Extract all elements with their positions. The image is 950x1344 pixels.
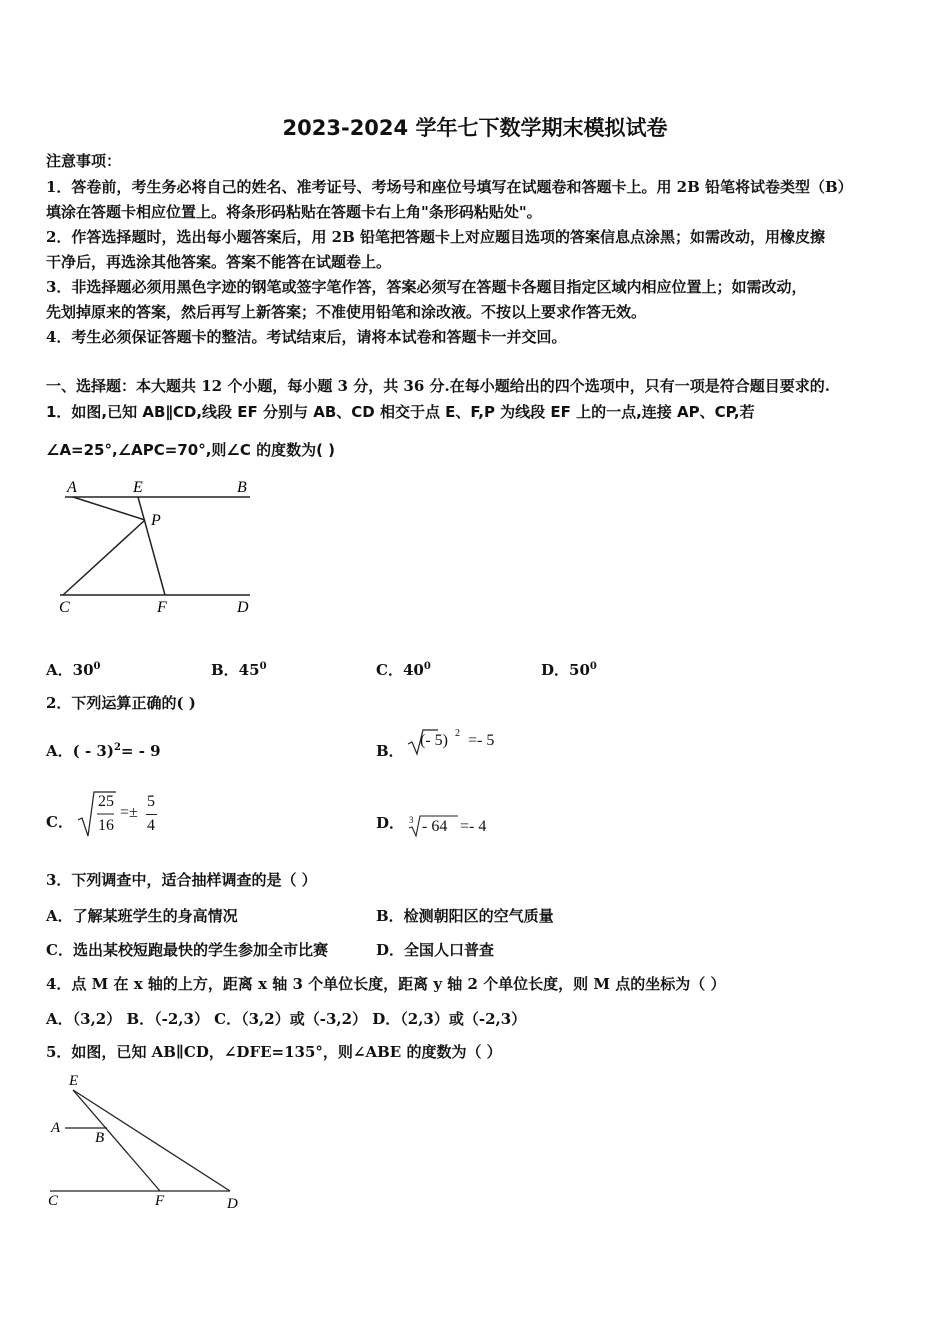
q1-label-d: D [237,599,249,616]
q3-option-b[interactable]: B．检测朝阳区的空气质量 [376,907,554,925]
q2-stem: 2．下列运算正确的( ) [46,694,196,712]
page-title: 2023-2024 学年七下数学期末模拟试卷 [282,116,668,140]
section-1-heading: 一、选择题：本大题共 12 个小题，每小题 3 分，共 36 分.在每小题给出的四个选项中，只有一项是符合题目要求的. [46,377,830,395]
notice-item-2-cont: 干净后，再选涂其他答案。答案不能答在试题卷上。 [46,253,392,271]
q3-option-d[interactable]: D．全国人口普查 [376,941,495,959]
q5-stem: 5．如图，已知 AB∥CD，∠DFE=135°，则∠ABE 的度数为（ ） [46,1043,502,1061]
q4-options[interactable]: A．（3,2） B．（-2,3） C．（3,2）或（-3,2） D．（2,3）或（-2,3） [46,1010,527,1028]
q1-label-c: C [59,599,70,616]
q1-option-b[interactable]: B．$45^0$ [211,661,267,679]
q5-label-a: A [51,1120,61,1136]
notice-item-3: 3．非选择题必须用黑色字迹的钢笔或签字笔作答，答案必须写在答题卡各题目指定区域内相应位置上；如需改动， [46,278,807,296]
q3-option-c[interactable]: C．选出某校短跑最快的学生参加全市比赛 [46,941,328,959]
q1-label-p: P [151,512,161,529]
exam-page: 2023-2024 学年七下数学期末模拟试卷 注意事项： 1．答卷前，考生务必将自己的姓名、准考证号、考场号和座位号填写在试题卷和答题卡上。用 2B 铅笔将试卷类型（B） 填涂在答题卡相应位置上。将条形码粘贴在答题卡右上角"条形码粘贴处"。 2．作答选择题时，选出每小题答案后，用 2B 铅笔把答题卡上对应题目选项的答案信息点涂黑；如需改动，用橡皮擦 干净后，再选涂其他答案。答案不能答在试题卷上。 3．非选择题必须用黑色字迹的钢笔或签字笔作答，答案必须写在答题卡各题目指定区域内相应位置上；如需改动， 先划掉原来的答案，然后再写上新答案；不准使用铅笔和涂改液。不按以上要求作答无效。 4．考生必须保证答题卡的整洁。考试结束后，请将本试卷和答题卡一并交回。 一、选择题：本大题共 12 个小题，每小题 3 分，共 36 分.在每小题给出的四个选项中，只有一项是符合题目要求的. 1．如图,已知 AB∥CD,线段 EF 分别与 AB、CD 相交于点 E、F,P 为线段 EF 上的一点,连接 AP、CP,若 ∠A=25°,∠APC=70°,则∠C 的度数为( ) A E B P C F D A．$30^0$ B．$45^0$ C．$40^0$ D．$50^0$ 2．下列运算正确的( ) A．( - 3)$^2$= - 9 B． (- 5) 2 =- 5 C． 25 16 =± 5 4 D． 3 - 64 =- 4 3．下列调查中，适合抽样调查的是（ ） A．了解某班学生的身高情况 B．检测朝阳区的空气质量 C．选出某校短跑最快的学生参加全市比赛 D．全国人口普查 4．点 M 在 x 轴的上方，距离 x 轴 3 个单位长度，距离 y 轴 2 个单位长度，则 M 点的坐标为（ ） A．（3,2） B．（-2,3） C．（3,2）或（-3,2） D．（2,3）或（-2,3） 5．如图，已知 AB∥CD，∠DFE=135°，则∠ABE 的度数为（ ） E A B C F D [0,0,950,1344]
notice-heading: 注意事项： [46,152,122,170]
notice-item-4: 4．考生必须保证答题卡的整洁。考试结束后，请将本试卷和答题卡一并交回。 [46,328,567,346]
q4-stem: 4．点 M 在 x 轴的上方，距离 x 轴 3 个单位长度，距离 y 轴 2 个单位长度，则 M 点的坐标为（ ） [46,975,726,993]
q1-option-c[interactable]: C．$40^0$ [376,661,431,679]
q1-label-e: E [133,479,143,496]
q5-label-d: D [227,1196,238,1212]
notice-item-2: 2．作答选择题时，选出每小题答案后，用 2B 铅笔把答题卡上对应题目选项的答案信息点涂黑；如需改动，用橡皮擦 [46,228,826,246]
q5-figure [45,1070,245,1215]
q3-stem: 3．下列调查中，适合抽样调查的是（ ） [46,871,317,889]
q1-option-d[interactable]: D．$50^0$ [541,661,597,679]
notice-item-1-cont: 填涂在答题卡相应位置上。将条形码粘贴在答题卡右上角"条形码粘贴处"。 [46,203,542,221]
q5-label-e: E [69,1073,79,1089]
q1-label-f: F [157,599,167,616]
notice-item-3-cont: 先划掉原来的答案，然后再写上新答案；不准使用铅笔和涂改液。不按以上要求作答无效。 [46,303,647,321]
q1-option-a[interactable]: A．$30^0$ [46,661,101,679]
q1-label-b: B [237,479,247,496]
q1-stem-cont: ∠A=25°,∠APC=70°,则∠C 的度数为( ) [46,441,336,459]
q3-option-a[interactable]: A．了解某班学生的身高情况 [46,907,238,925]
q5-label-f: F [155,1193,165,1209]
q5-label-b: B [95,1130,105,1146]
q2-option-a[interactable]: A．( - 3)$^2$= - 9 [46,742,161,760]
q5-label-c: C [48,1193,59,1209]
q1-label-a: A [67,479,77,496]
q1-figure [55,470,270,620]
q1-stem: 1．如图,已知 AB∥CD,线段 EF 分别与 AB、CD 相交于点 E、F,P 为线段 EF 上的一点,连接 AP、CP,若 [46,403,755,421]
notice-item-1: 1．答卷前，考生务必将自己的姓名、准考证号、考场号和座位号填写在试题卷和答题卡上。用 2B 铅笔将试卷类型（B） [46,178,853,196]
